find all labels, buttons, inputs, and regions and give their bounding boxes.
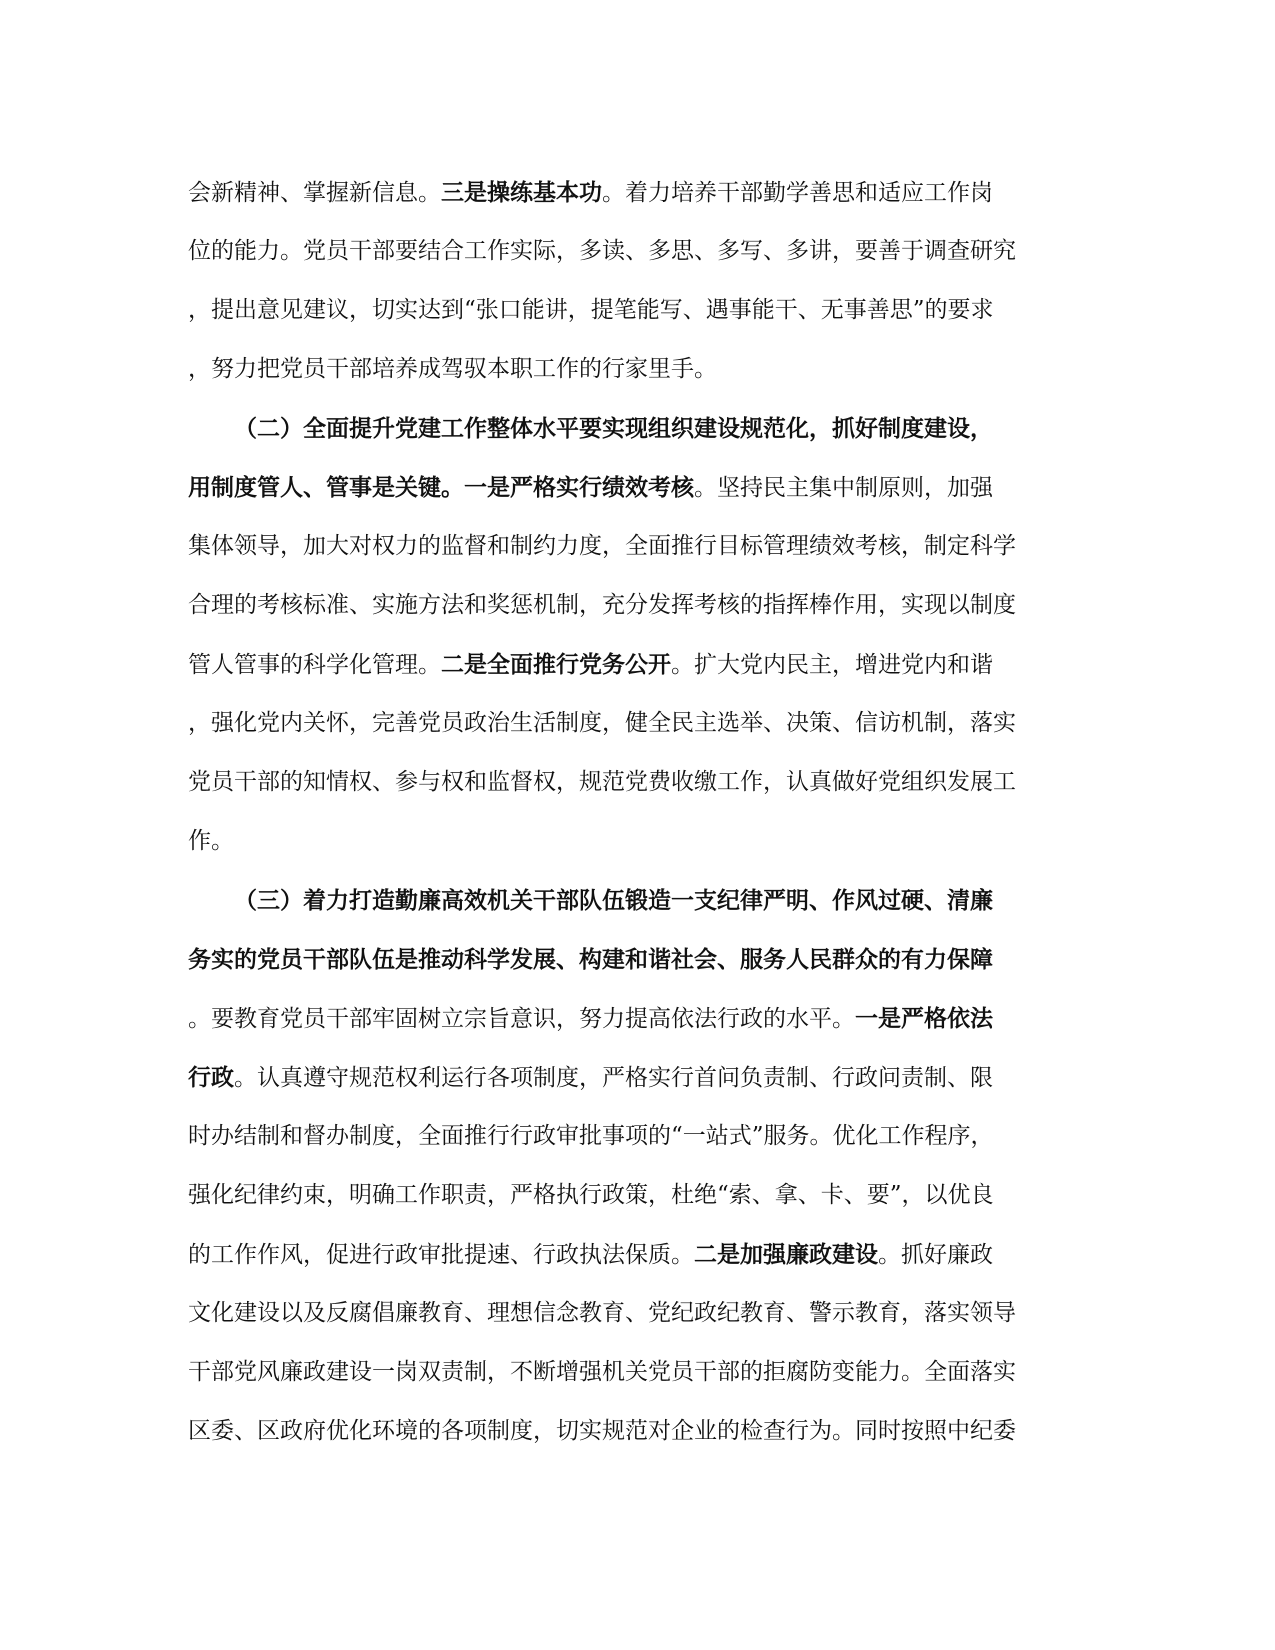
text-line: 干部党风廉政建设一岗双责制，不断增强机关党员干部的拒腐防变能力。全面落实 — [188, 1359, 1016, 1385]
text-line: ，强化党内关怀，完善党员政治生活制度，健全民主选举、决策、信访机制，落实 — [188, 710, 1016, 736]
text-line: 集体领导，加大对权力的监督和制约力度，全面推行目标管理绩效考核，制定科学 — [188, 533, 1016, 559]
text-line — [188, 635, 1088, 694]
text-line: 作。 — [188, 828, 234, 854]
text-line — [188, 458, 1088, 517]
section-heading-continued: 务实的党员干部队伍是推动科学发展、构建和谐社会、服务人民群众的有力保障 — [188, 946, 993, 973]
document-body — [188, 163, 1088, 1461]
text-run: 。坚持民主集中制原则，加强 — [694, 475, 993, 501]
bold-heading-run: 用制度管人、管事是关键。一是严格实行绩效考核 — [188, 474, 694, 501]
text-line — [188, 1048, 1088, 1107]
text-line: 文化建设以及反腐倡廉教育、理想信念教育、党纪政纪教育、警示教育，落实领导 — [188, 1300, 1016, 1326]
text-line: 合理的考核标准、实施方法和奖惩机制，充分发挥考核的指挥棒作用，实现以制度 — [188, 592, 1016, 618]
text-line — [188, 1225, 1088, 1284]
bold-heading-run: 行政 — [188, 1064, 234, 1091]
text-line — [188, 989, 1088, 1048]
bold-heading-run: 一是严格依法 — [855, 1005, 993, 1032]
text-line: 强化纪律约束，明确工作职责，严格执行政策，杜绝“索、拿、卡、要”，以优良 — [188, 1182, 994, 1208]
text-run: 。抓好廉政 — [878, 1242, 993, 1268]
text-line: 时办结制和督办制度，全面推行行政审批事项的“一站式”服务。优化工作程序， — [188, 1123, 994, 1149]
bold-heading-run: 二是加强廉政建设 — [694, 1241, 878, 1268]
text-line — [188, 163, 1088, 222]
text-line: 党员干部的知情权、参与权和监督权，规范党费收缴工作，认真做好党组织发展工 — [188, 769, 1016, 795]
text-line: ，努力把党员干部培养成驾驭本职工作的行家里手。 — [188, 356, 717, 382]
text-run: 。要教育党员干部牢固树立宗旨意识，努力提高依法行政的水平。 — [188, 1006, 855, 1032]
text-run: 的工作作风，促进行政审批提速、行政执法保质。 — [188, 1242, 694, 1268]
text-line: 区委、区政府优化环境的各项制度，切实规范对企业的检查行为。同时按照中纪委 — [188, 1418, 1016, 1444]
text-run: 管人管事的科学化管理。 — [188, 652, 441, 678]
section-heading: （三）着力打造勤廉高效机关干部队伍锻造一支纪律严明、作风过硬、清廉 — [234, 887, 993, 914]
bold-heading-run: 二是全面推行党务公开 — [441, 651, 671, 678]
bold-heading-run: 三是操练基本功 — [441, 179, 602, 206]
text-run: 。着力培养干部勤学善思和适应工作岗 — [602, 180, 993, 206]
text-line: 位的能力。党员干部要结合工作实际，多读、多思、多写、多讲，要善于调查研究 — [188, 238, 1016, 264]
text-run: 。扩大党内民主，增进党内和谐 — [671, 652, 993, 678]
text-run: 。认真遵守规范权利运行各项制度，严格实行首问负责制、行政问责制、限 — [234, 1065, 993, 1091]
section-heading: （二）全面提升党建工作整体水平要实现组织建设规范化，抓好制度建设， — [234, 415, 993, 442]
text-run: 会新精神、掌握新信息。 — [188, 180, 441, 206]
text-line: ，提出意见建议，切实达到“张口能讲，提笔能写、遇事能干、无事善思”的要求 — [188, 297, 994, 323]
